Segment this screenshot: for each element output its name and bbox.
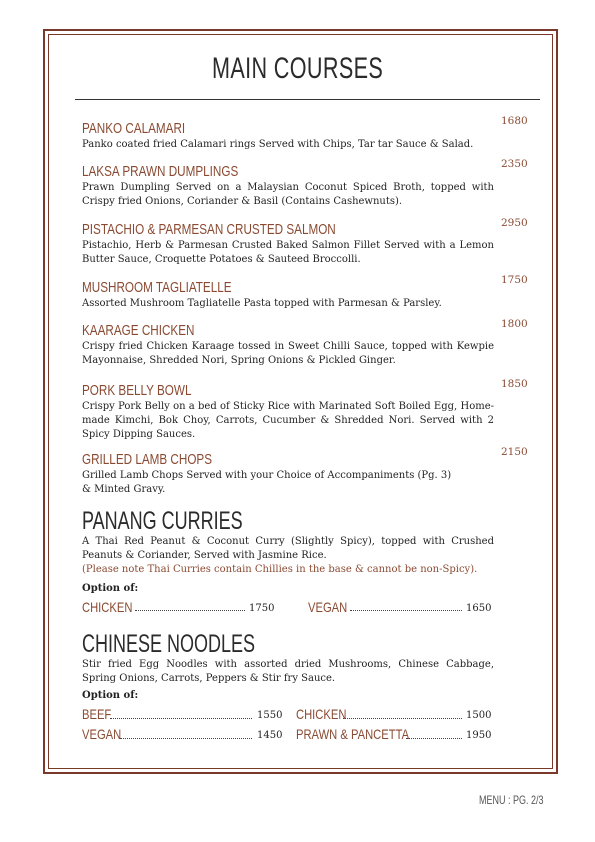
menu-item-pork-belly-bowl bbox=[82, 380, 494, 442]
menu-item-mushroom-tagliatelle bbox=[82, 277, 494, 311]
item-price: 1680 bbox=[501, 115, 528, 127]
item-description: Crispy fried Chicken Karaage tossed in Sweet Chilli Sauce, topped with Kewpie Mayonnaise, Shredded Nori, Spring Onions & Pickled Ginger. bbox=[82, 341, 494, 366]
item-price: 2150 bbox=[501, 446, 528, 458]
item-description: Panko coated fried Calamari rings Served with Chips, Tar tar Sauce & Salad. bbox=[82, 139, 474, 150]
item-description: Prawn Dumpling Served on a Malaysian Coconut Spiced Broth, topped with Crispy fried Onions, Coriander & Basil (Contains Cashewnuts). bbox=[82, 182, 494, 207]
option-label: Option of: bbox=[82, 583, 139, 594]
item-name: LAKSA PRAWN DUMPLINGS bbox=[82, 163, 239, 180]
option-price: 1550 bbox=[257, 710, 283, 721]
option-label: Option of: bbox=[82, 690, 139, 701]
section-title-panang-curries: PANANG CURRIES bbox=[82, 507, 243, 535]
option-name: CHICKEN bbox=[296, 706, 347, 722]
menu-item-grilled-lamb-chops bbox=[82, 449, 494, 497]
title-divider bbox=[75, 99, 540, 100]
item-name: KAARAGE CHICKEN bbox=[82, 322, 195, 339]
item-description: Assorted Mushroom Tagliatelle Pasta topped with Parmesan & Parsley. bbox=[82, 298, 442, 309]
option-price: 1500 bbox=[466, 710, 492, 721]
menu-item-laksa-prawn-dumplings bbox=[82, 161, 494, 209]
option-noodles-vegan bbox=[82, 726, 131, 742]
page-title: MAIN COURSES bbox=[212, 52, 384, 85]
panang-description-block bbox=[82, 534, 494, 577]
menu-item-panko-calamari bbox=[82, 118, 494, 152]
item-description: Pistachio, Herb & Parmesan Crusted Baked Salmon Fillet Served with a Lemon Butter Sauce, Croquette Potatoes & Sauteed Broccolli. bbox=[82, 240, 494, 265]
option-name: VEGAN bbox=[82, 726, 122, 742]
item-name: MUSHROOM TAGLIATELLE bbox=[82, 279, 232, 296]
item-price: 1800 bbox=[501, 318, 528, 330]
item-description-line: Grilled Lamb Chops Served with your Choice of Accompaniments (Pg. 3) bbox=[82, 470, 452, 481]
section-title-chinese-noodles: CHINESE NOODLES bbox=[82, 630, 256, 658]
item-name: PISTACHIO & PARMESAN CRUSTED SALMON bbox=[82, 221, 336, 238]
option-name: VEGAN bbox=[308, 599, 348, 615]
item-price: 2950 bbox=[501, 217, 528, 229]
item-description: Crispy Pork Belly on a bed of Sticky Rice with Marinated Soft Boiled Egg, Home-made Kimchi, Bok Choy, Carrots, Cucumber & Shredded Nori. Served with 2 Spicy Dipping Sauces. bbox=[82, 401, 494, 440]
option-name: CHICKEN bbox=[82, 599, 133, 615]
dot-leader bbox=[120, 738, 252, 739]
option-price: 1950 bbox=[466, 730, 492, 741]
option-name: PRAWN & PANCETTA bbox=[296, 726, 410, 742]
item-price: 1850 bbox=[501, 378, 528, 390]
option-price: 1750 bbox=[249, 603, 275, 614]
page-footer: MENU : PG. 2/3 bbox=[479, 793, 544, 807]
item-name: PANKO CALAMARI bbox=[82, 120, 186, 137]
menu-item-pistachio-salmon bbox=[82, 219, 494, 267]
option-price: 1650 bbox=[466, 603, 492, 614]
item-price: 2350 bbox=[501, 158, 528, 170]
option-noodles-beef bbox=[82, 706, 119, 722]
item-description bbox=[82, 469, 494, 497]
noodles-description-block bbox=[82, 657, 494, 686]
dot-leader bbox=[343, 718, 462, 719]
section-description: A Thai Red Peanut & Coconut Curry (Slightly Spicy), topped with Crushed Peanuts & Coriander, Served with Jasmine Rice. bbox=[82, 536, 494, 561]
option-name: BEEF bbox=[82, 706, 112, 722]
item-name: PORK BELLY BOWL bbox=[82, 382, 192, 399]
option-noodles-chicken bbox=[296, 706, 359, 722]
option-noodles-prawn-pancetta bbox=[296, 726, 437, 742]
dot-leader bbox=[110, 718, 252, 719]
option-panang-vegan bbox=[308, 599, 357, 615]
item-description-line: & Minted Gravy. bbox=[82, 484, 166, 495]
dot-leader bbox=[135, 610, 245, 611]
item-name: GRILLED LAMB CHOPS bbox=[82, 451, 213, 468]
dot-leader bbox=[406, 738, 462, 739]
dot-leader bbox=[350, 610, 462, 611]
menu-item-kaarage-chicken bbox=[82, 320, 494, 368]
item-price: 1750 bbox=[501, 274, 528, 286]
section-description: Stir fried Egg Noodles with assorted dried Mushrooms, Chinese Cabbage, Spring Onions, Carrots, Peppers & Stir fry Sauce. bbox=[82, 659, 494, 684]
option-price: 1450 bbox=[257, 730, 283, 741]
spicy-note: (Please note Thai Curries contain Chillies in the base & cannot be non-Spicy). bbox=[82, 564, 478, 575]
option-panang-chicken bbox=[82, 599, 145, 615]
